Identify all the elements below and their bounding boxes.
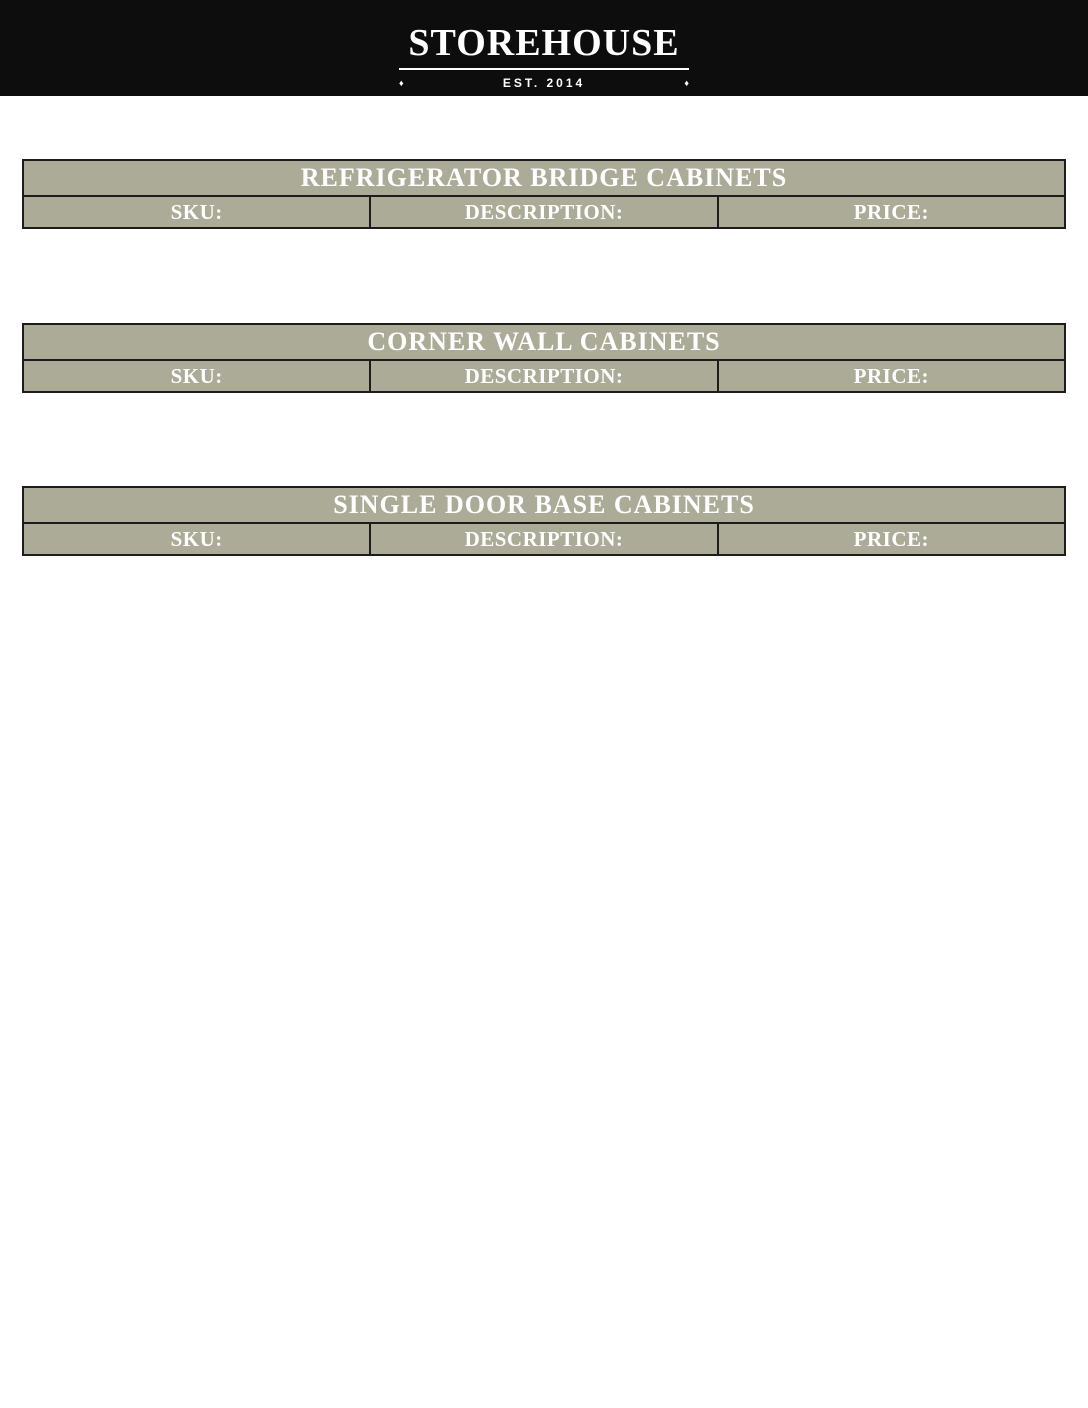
- column-header-description: DESCRIPTION:: [370, 523, 717, 555]
- diamond-icon-left: ♦: [399, 77, 404, 88]
- table-title-row: [23, 487, 1065, 523]
- table-title: SINGLE DOOR BASE CABINETS: [23, 487, 1065, 523]
- table-refrigerator-bridge-cabinets: [22, 159, 1066, 229]
- price-table: [22, 159, 1066, 229]
- column-header-price: PRICE:: [718, 196, 1065, 228]
- column-header-price: PRICE:: [718, 360, 1065, 392]
- table-title-row: [23, 324, 1065, 360]
- table-title-row: [23, 160, 1065, 196]
- brand-tagline-row: [399, 76, 689, 90]
- diamond-icon-right: ♦: [684, 77, 689, 88]
- table-title: CORNER WALL CABINETS: [23, 324, 1065, 360]
- table-header-row: [23, 523, 1065, 555]
- table-title: REFRIGERATOR BRIDGE CABINETS: [23, 160, 1065, 196]
- brand-logo: [399, 24, 689, 90]
- brand-name: STOREHOUSE: [399, 24, 689, 70]
- table-single-door-base-cabinets: [22, 486, 1066, 556]
- price-table: [22, 323, 1066, 393]
- price-list-content: [0, 108, 1088, 556]
- brand-tagline: EST. 2014: [502, 76, 586, 90]
- column-header-sku: SKU:: [23, 523, 370, 555]
- brand-banner: [0, 0, 1088, 96]
- table-header-row: [23, 360, 1065, 392]
- column-header-description: DESCRIPTION:: [370, 360, 717, 392]
- price-table: [22, 486, 1066, 556]
- column-header-price: PRICE:: [718, 523, 1065, 555]
- column-header-description: DESCRIPTION:: [370, 196, 717, 228]
- column-header-sku: SKU:: [23, 196, 370, 228]
- column-header-sku: SKU:: [23, 360, 370, 392]
- table-header-row: [23, 196, 1065, 228]
- table-corner-wall-cabinets: [22, 323, 1066, 393]
